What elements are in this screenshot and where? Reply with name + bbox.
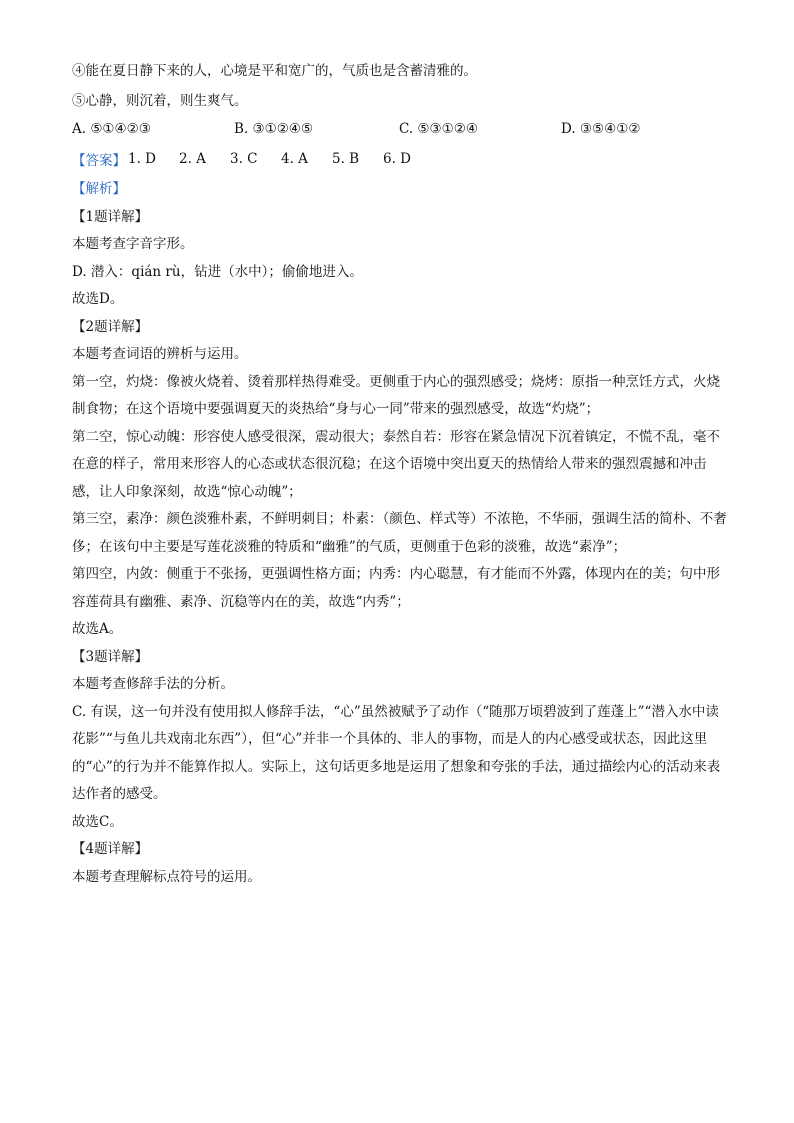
q1-heading: 【1题详解】: [72, 208, 149, 225]
option-d: D. ③⑤④①②: [561, 121, 641, 137]
q2-line: 本题考查词语的辨析与运用。: [72, 346, 248, 362]
q2-paragraph: 第四空，内敛：侧重于不张扬，更强调性格方面；内秀：内心聪慧，有才能而不外露，体现内在的美；句中形容莲荷具有幽雅、素净、沉稳等内在的美，故选“内秀”；: [72, 566, 720, 610]
analysis-heading: 【解析】: [72, 181, 126, 197]
q4-line: 本题考查理解标点符号的运用。: [72, 868, 261, 885]
answer-item: 2. A: [179, 151, 206, 167]
answer-item: 3. C: [230, 151, 258, 167]
q2-paragraph: 第一空，灼烧：像被火烧着、烫着那样热得难受。更侧重于内心的强烈感受；烧烤：原指一种烹饪方式，火烧制食物；在这个语境中要强调夏天的炎热给“身与心一同”带来的强烈感受，故选“灼烧”；: [72, 373, 720, 417]
q1-line: 本题考查字音字形。: [72, 236, 194, 252]
answer-item: 5. B: [332, 151, 360, 167]
answer-item: 6. D: [383, 151, 411, 167]
answer-row: [72, 144, 732, 174]
answer-label: 【答案】: [72, 153, 126, 169]
q2-heading: 【2题详解】: [72, 318, 149, 335]
q2-line: 故选A。: [72, 621, 123, 637]
intro-line-5: ⑤心静，则沉着，则生爽气。: [72, 93, 248, 109]
q2-paragraph: 第三空，素净：颜色淡雅朴素，不鲜明刺目；朴素：（颜色、样式等）不浓艳，不华丽，强调生活的简朴、不奢侈；在该句中主要是写莲花淡雅的特质和“幽雅”的气质，更侧重于色彩的淡雅，故选“素净”；: [72, 511, 727, 555]
answer-item: 1. D: [128, 151, 156, 167]
intro-line-4: ④能在夏日静下来的人，心境是平和宽广的，气质也是含蓄清雅的。: [72, 63, 477, 79]
q1-line: 故选D。: [72, 291, 124, 307]
q3-heading: 【3题详解】: [72, 648, 149, 665]
q3-paragraph: C. 有误，这一句并没有使用拟人修辞手法，“心”虽然被赋予了动作（“随那万顷碧波到了莲蓬上”“潜入水中读花影”“与鱼儿共戏南北东西”），但“心”并非一个具体的、非人的事物，而是人的内心感受或状态，因此这里的“心”的行为并不能算作拟人。实际上，这句话更多地是运用了想象和夸张的手法，通过描绘内心的活动来表达作者的感受。: [72, 703, 721, 802]
q4-heading: 【4题详解】: [72, 841, 149, 857]
q2-paragraph: 第二空，惊心动魄：形容使人感受很深，震动很大；泰然自若：形容在紧急情况下沉着镇定，不慌不乱，毫不在意的样子，常用来形容人的心态或状态很沉稳；在这个语境中突出夏天的热情给人带来的强烈震撼和冲击感，让人印象深刻，故选“惊心动魄”；: [72, 428, 720, 500]
document-page: [72, 62, 732, 891]
option-b: B. ③①②④⑤: [234, 121, 314, 137]
q3-line: 故选C。: [72, 813, 123, 830]
q1-line: D. 潜入：qián rù，钻进（水中）；偷偷地进入。: [72, 263, 363, 280]
option-a: A. ⑤①④②③: [72, 121, 151, 137]
q3-line: 本题考查修辞手法的分析。: [72, 676, 234, 692]
answer-options: [72, 114, 732, 144]
answer-item: 4. A: [281, 151, 308, 167]
option-c: C. ⑤③①②④: [399, 121, 478, 137]
